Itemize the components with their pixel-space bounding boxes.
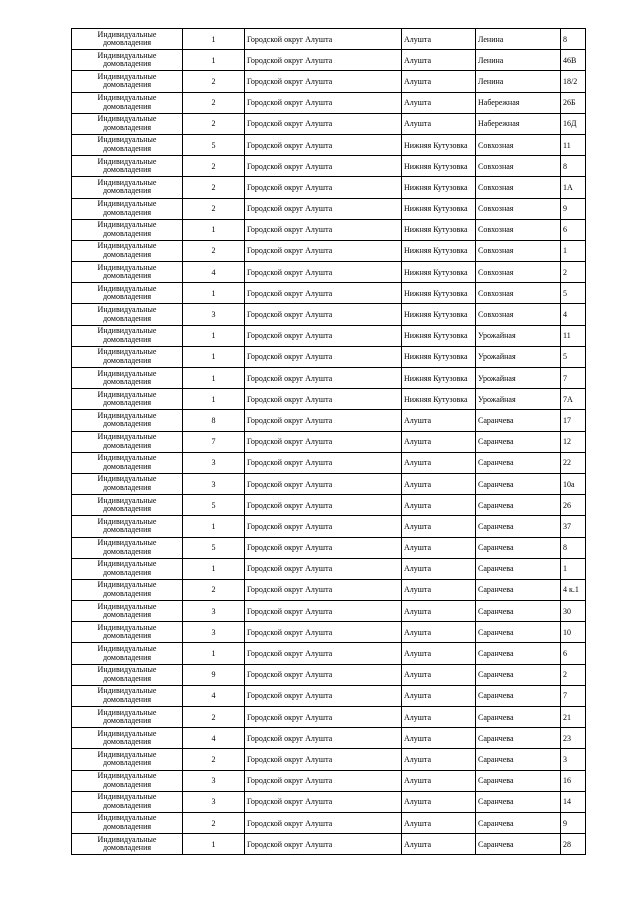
table-row [72,134,586,155]
house-number-cell: 23 [561,728,586,749]
count-cell: 1 [183,643,245,664]
street-cell: Саранчева [476,770,561,791]
count-cell: 9 [183,664,245,685]
count-cell: 1 [183,346,245,367]
count-cell: 5 [183,495,245,516]
count-cell: 1 [183,558,245,579]
district-cell: Городской округ Алушта [245,579,402,600]
building-type-cell: Индивидуальные домовладения [72,113,183,134]
count-cell: 3 [183,304,245,325]
district-cell: Городской округ Алушта [245,812,402,833]
count-cell: 1 [183,283,245,304]
house-number-cell: 28 [561,834,586,855]
housing-table [71,28,586,855]
table-row [72,537,586,558]
table-row [72,452,586,473]
street-cell: Урожайная [476,389,561,410]
district-cell: Городской округ Алушта [245,304,402,325]
house-number-cell: 7 [561,685,586,706]
street-cell: Саранчева [476,558,561,579]
street-cell: Совхозная [476,198,561,219]
table-row [72,834,586,855]
street-cell: Саранчева [476,622,561,643]
building-type-cell: Индивидуальные домовладения [72,431,183,452]
house-number-cell: 4 [561,304,586,325]
street-cell: Саранчева [476,410,561,431]
locality-cell: Нижняя Кутузовка [402,134,476,155]
locality-cell: Нижняя Кутузовка [402,304,476,325]
district-cell: Городской округ Алушта [245,134,402,155]
table-row [72,219,586,240]
building-type-cell: Индивидуальные домовладения [72,707,183,728]
house-number-cell: 26 [561,495,586,516]
table-row [72,198,586,219]
district-cell: Городской округ Алушта [245,707,402,728]
table-row [72,113,586,134]
street-cell: Совхозная [476,156,561,177]
street-cell: Саранчева [476,664,561,685]
district-cell: Городской округ Алушта [245,113,402,134]
street-cell: Совхозная [476,134,561,155]
house-number-cell: 37 [561,516,586,537]
district-cell: Городской округ Алушта [245,283,402,304]
house-number-cell: 22 [561,452,586,473]
street-cell: Совхозная [476,262,561,283]
count-cell: 8 [183,410,245,431]
locality-cell: Алушта [402,473,476,494]
locality-cell: Нижняя Кутузовка [402,325,476,346]
district-cell: Городской округ Алушта [245,177,402,198]
count-cell: 3 [183,601,245,622]
house-number-cell: 26Б [561,92,586,113]
house-number-cell: 9 [561,812,586,833]
street-cell: Саранчева [476,495,561,516]
house-number-cell: 6 [561,643,586,664]
table-row [72,495,586,516]
building-type-cell: Индивидуальные домовладения [72,71,183,92]
building-type-cell: Индивидуальные домовладения [72,495,183,516]
count-cell: 3 [183,622,245,643]
locality-cell: Алушта [402,834,476,855]
count-cell: 2 [183,240,245,261]
locality-cell: Нижняя Кутузовка [402,177,476,198]
building-type-cell: Индивидуальные домовладения [72,29,183,50]
district-cell: Городской округ Алушта [245,29,402,50]
street-cell: Саранчева [476,749,561,770]
count-cell: 1 [183,29,245,50]
table-body [72,29,586,855]
count-cell: 1 [183,325,245,346]
street-cell: Набережная [476,113,561,134]
table-row [72,791,586,812]
table-row [72,368,586,389]
house-number-cell: 2 [561,262,586,283]
house-number-cell: 7А [561,389,586,410]
building-type-cell: Индивидуальные домовладения [72,283,183,304]
building-type-cell: Индивидуальные домовладения [72,304,183,325]
house-number-cell: 8 [561,29,586,50]
table-row [72,304,586,325]
street-cell: Саранчева [476,601,561,622]
table-row [72,283,586,304]
street-cell: Совхозная [476,283,561,304]
count-cell: 2 [183,71,245,92]
table-row [72,346,586,367]
district-cell: Городской округ Алушта [245,156,402,177]
count-cell: 3 [183,473,245,494]
table-row [72,410,586,431]
table-row [72,558,586,579]
table-row [72,812,586,833]
count-cell: 1 [183,516,245,537]
house-number-cell: 12 [561,431,586,452]
table-row [72,728,586,749]
district-cell: Городской округ Алушта [245,601,402,622]
district-cell: Городской округ Алушта [245,516,402,537]
district-cell: Городской округ Алушта [245,622,402,643]
table-row [72,579,586,600]
building-type-cell: Индивидуальные домовладения [72,728,183,749]
house-number-cell: 14 [561,791,586,812]
district-cell: Городской округ Алушта [245,325,402,346]
count-cell: 1 [183,50,245,71]
street-cell: Урожайная [476,346,561,367]
building-type-cell: Индивидуальные домовладения [72,558,183,579]
building-type-cell: Индивидуальные домовладения [72,410,183,431]
house-number-cell: 9 [561,198,586,219]
building-type-cell: Индивидуальные домовладения [72,664,183,685]
locality-cell: Алушта [402,812,476,833]
count-cell: 2 [183,113,245,134]
table-row [72,29,586,50]
building-type-cell: Индивидуальные домовладения [72,812,183,833]
table-row [72,262,586,283]
house-number-cell: 1 [561,240,586,261]
district-cell: Городской округ Алушта [245,664,402,685]
street-cell: Саранчева [476,452,561,473]
locality-cell: Алушта [402,791,476,812]
house-number-cell: 2 [561,664,586,685]
house-number-cell: 46В [561,50,586,71]
locality-cell: Нижняя Кутузовка [402,219,476,240]
count-cell: 2 [183,812,245,833]
street-cell: Ленина [476,50,561,71]
street-cell: Саранчева [476,834,561,855]
district-cell: Городской округ Алушта [245,240,402,261]
street-cell: Совхозная [476,177,561,198]
count-cell: 3 [183,770,245,791]
table-row [72,325,586,346]
table-row [72,685,586,706]
street-cell: Ленина [476,71,561,92]
building-type-cell: Индивидуальные домовладения [72,473,183,494]
count-cell: 2 [183,156,245,177]
locality-cell: Нижняя Кутузовка [402,198,476,219]
house-number-cell: 16Д [561,113,586,134]
locality-cell: Алушта [402,728,476,749]
street-cell: Саранчева [476,707,561,728]
district-cell: Городской округ Алушта [245,198,402,219]
district-cell: Городской округ Алушта [245,495,402,516]
table-row [72,516,586,537]
locality-cell: Алушта [402,622,476,643]
house-number-cell: 5 [561,346,586,367]
house-number-cell: 8 [561,156,586,177]
building-type-cell: Индивидуальные домовладения [72,749,183,770]
count-cell: 2 [183,707,245,728]
locality-cell: Алушта [402,707,476,728]
count-cell: 4 [183,262,245,283]
count-cell: 2 [183,579,245,600]
street-cell: Ленина [476,29,561,50]
count-cell: 5 [183,537,245,558]
district-cell: Городской округ Алушта [245,431,402,452]
locality-cell: Алушта [402,749,476,770]
table-row [72,622,586,643]
locality-cell: Алушта [402,71,476,92]
district-cell: Городской округ Алушта [245,368,402,389]
district-cell: Городской округ Алушта [245,834,402,855]
street-cell: Набережная [476,92,561,113]
locality-cell: Алушта [402,558,476,579]
house-number-cell: 11 [561,325,586,346]
district-cell: Городской округ Алушта [245,643,402,664]
table-row [72,431,586,452]
table-row [72,71,586,92]
locality-cell: Алушта [402,770,476,791]
table-row [72,664,586,685]
count-cell: 2 [183,198,245,219]
street-cell: Саранчева [476,473,561,494]
table-row [72,707,586,728]
locality-cell: Нижняя Кутузовка [402,240,476,261]
locality-cell: Алушта [402,410,476,431]
street-cell: Урожайная [476,368,561,389]
house-number-cell: 1А [561,177,586,198]
house-number-cell: 11 [561,134,586,155]
building-type-cell: Индивидуальные домовладения [72,325,183,346]
building-type-cell: Индивидуальные домовладения [72,834,183,855]
building-type-cell: Индивидуальные домовладения [72,156,183,177]
locality-cell: Алушта [402,643,476,664]
district-cell: Городской округ Алушта [245,791,402,812]
building-type-cell: Индивидуальные домовладения [72,92,183,113]
locality-cell: Алушта [402,452,476,473]
house-number-cell: 6 [561,219,586,240]
district-cell: Городской округ Алушта [245,50,402,71]
street-cell: Совхозная [476,219,561,240]
district-cell: Городской округ Алушта [245,537,402,558]
district-cell: Городской округ Алушта [245,92,402,113]
district-cell: Городской округ Алушта [245,71,402,92]
house-number-cell: 4 к.1 [561,579,586,600]
table-row [72,240,586,261]
locality-cell: Алушта [402,92,476,113]
table-row [72,770,586,791]
locality-cell: Нижняя Кутузовка [402,346,476,367]
district-cell: Городской округ Алушта [245,452,402,473]
building-type-cell: Индивидуальные домовладения [72,770,183,791]
building-type-cell: Индивидуальные домовладения [72,198,183,219]
count-cell: 5 [183,134,245,155]
count-cell: 3 [183,791,245,812]
table-row [72,749,586,770]
building-type-cell: Индивидуальные домовладения [72,537,183,558]
street-cell: Совхозная [476,304,561,325]
locality-cell: Алушта [402,431,476,452]
locality-cell: Алушта [402,516,476,537]
locality-cell: Нижняя Кутузовка [402,156,476,177]
count-cell: 1 [183,219,245,240]
locality-cell: Алушта [402,495,476,516]
building-type-cell: Индивидуальные домовладения [72,643,183,664]
street-cell: Саранчева [476,728,561,749]
street-cell: Саранчева [476,643,561,664]
table-row [72,643,586,664]
house-number-cell: 18/2 [561,71,586,92]
street-cell: Саранчева [476,431,561,452]
house-number-cell: 10 [561,622,586,643]
street-cell: Саранчева [476,516,561,537]
count-cell: 1 [183,389,245,410]
locality-cell: Нижняя Кутузовка [402,262,476,283]
building-type-cell: Индивидуальные домовладения [72,791,183,812]
building-type-cell: Индивидуальные домовладения [72,50,183,71]
house-number-cell: 10а [561,473,586,494]
house-number-cell: 30 [561,601,586,622]
locality-cell: Алушта [402,50,476,71]
count-cell: 2 [183,92,245,113]
district-cell: Городской округ Алушта [245,685,402,706]
count-cell: 1 [183,834,245,855]
building-type-cell: Индивидуальные домовладения [72,219,183,240]
building-type-cell: Индивидуальные домовладения [72,579,183,600]
district-cell: Городской округ Алушта [245,346,402,367]
table-row [72,92,586,113]
locality-cell: Нижняя Кутузовка [402,283,476,304]
locality-cell: Алушта [402,685,476,706]
building-type-cell: Индивидуальные домовладения [72,262,183,283]
house-number-cell: 3 [561,749,586,770]
building-type-cell: Индивидуальные домовладения [72,685,183,706]
count-cell: 7 [183,431,245,452]
district-cell: Городской округ Алушта [245,219,402,240]
count-cell: 2 [183,177,245,198]
locality-cell: Алушта [402,113,476,134]
table-row [72,177,586,198]
count-cell: 3 [183,452,245,473]
district-cell: Городской округ Алушта [245,728,402,749]
street-cell: Саранчева [476,791,561,812]
house-number-cell: 8 [561,537,586,558]
building-type-cell: Индивидуальные домовладения [72,177,183,198]
locality-cell: Алушта [402,601,476,622]
locality-cell: Алушта [402,29,476,50]
table-row [72,601,586,622]
table-row [72,50,586,71]
building-type-cell: Индивидуальные домовладения [72,346,183,367]
street-cell: Совхозная [476,240,561,261]
street-cell: Саранчева [476,685,561,706]
locality-cell: Алушта [402,537,476,558]
table-row [72,156,586,177]
building-type-cell: Индивидуальные домовладения [72,240,183,261]
street-cell: Саранчева [476,812,561,833]
district-cell: Городской округ Алушта [245,749,402,770]
street-cell: Урожайная [476,325,561,346]
building-type-cell: Индивидуальные домовладения [72,452,183,473]
street-cell: Саранчева [476,579,561,600]
count-cell: 4 [183,685,245,706]
house-number-cell: 21 [561,707,586,728]
house-number-cell: 16 [561,770,586,791]
locality-cell: Нижняя Кутузовка [402,389,476,410]
building-type-cell: Индивидуальные домовладения [72,516,183,537]
district-cell: Городской округ Алушта [245,410,402,431]
building-type-cell: Индивидуальные домовладения [72,134,183,155]
district-cell: Городской округ Алушта [245,262,402,283]
count-cell: 1 [183,368,245,389]
building-type-cell: Индивидуальные домовладения [72,389,183,410]
table-row [72,473,586,494]
district-cell: Городской округ Алушта [245,473,402,494]
building-type-cell: Индивидуальные домовладения [72,601,183,622]
house-number-cell: 5 [561,283,586,304]
locality-cell: Алушта [402,579,476,600]
district-cell: Городской округ Алушта [245,558,402,579]
building-type-cell: Индивидуальные домовладения [72,622,183,643]
house-number-cell: 7 [561,368,586,389]
count-cell: 2 [183,749,245,770]
locality-cell: Нижняя Кутузовка [402,368,476,389]
locality-cell: Алушта [402,664,476,685]
house-number-cell: 1 [561,558,586,579]
building-type-cell: Индивидуальные домовладения [72,368,183,389]
district-cell: Городской округ Алушта [245,389,402,410]
street-cell: Саранчева [476,537,561,558]
house-number-cell: 17 [561,410,586,431]
count-cell: 4 [183,728,245,749]
district-cell: Городской округ Алушта [245,770,402,791]
table-row [72,389,586,410]
